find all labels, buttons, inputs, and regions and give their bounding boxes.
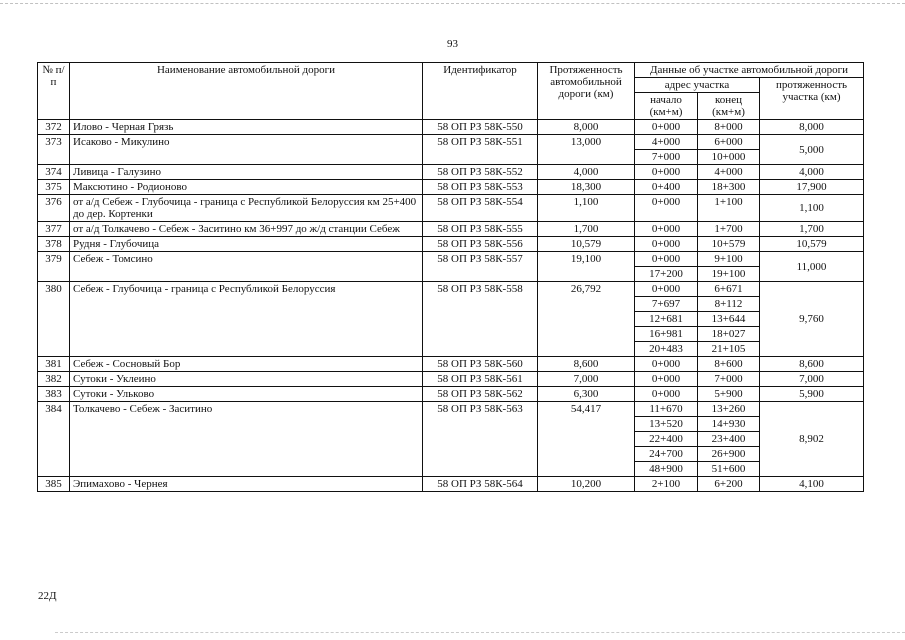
table-row	[38, 357, 864, 372]
segment-length: 10,579	[760, 237, 864, 252]
segment-length: 4,000	[760, 165, 864, 180]
segment-start: 0+000	[635, 222, 698, 237]
segment-end: 10+000	[698, 150, 760, 165]
row-number: 373	[38, 135, 70, 165]
road-identifier: 58 ОП РЗ 58К-551	[423, 135, 538, 165]
segment-start: 7+000	[635, 150, 698, 165]
segment-start: 4+000	[635, 135, 698, 150]
header-name: Наименование автомобильной дороги	[70, 63, 423, 120]
road-identifier: 58 ОП РЗ 58К-550	[423, 120, 538, 135]
table-row	[38, 282, 864, 297]
segment-end: 8+000	[698, 120, 760, 135]
segment-start: 11+670	[635, 402, 698, 417]
segment-end: 1+100	[698, 195, 760, 222]
segment-start: 48+900	[635, 462, 698, 477]
segment-length: 9,760	[760, 282, 864, 357]
segment-length: 5,000	[760, 135, 864, 165]
road-name: Максютино - Родионово	[70, 180, 423, 195]
road-identifier: 58 ОП РЗ 58К-553	[423, 180, 538, 195]
segment-length: 1,100	[760, 195, 864, 222]
header-end: конец (км+м)	[698, 93, 760, 120]
row-number: 374	[38, 165, 70, 180]
segment-start: 0+000	[635, 237, 698, 252]
segment-start: 0+000	[635, 252, 698, 267]
segment-start: 0+400	[635, 180, 698, 195]
road-length: 4,000	[538, 165, 635, 180]
road-name: Сутоки - Ульково	[70, 387, 423, 402]
road-identifier: 58 ОП РЗ 58К-560	[423, 357, 538, 372]
segment-start: 7+697	[635, 297, 698, 312]
table-row	[38, 135, 864, 150]
road-identifier: 58 ОП РЗ 58К-558	[423, 282, 538, 357]
table-row	[38, 120, 864, 135]
road-name: Толкачево - Себеж - Заситино	[70, 402, 423, 477]
segment-start: 0+000	[635, 120, 698, 135]
segment-start: 0+000	[635, 195, 698, 222]
table-row	[38, 195, 864, 222]
header-address: адрес участка	[635, 78, 760, 93]
segment-start: 0+000	[635, 165, 698, 180]
page-number: 93	[447, 38, 458, 50]
road-length: 7,000	[538, 372, 635, 387]
table-row	[38, 402, 864, 417]
segment-start: 0+000	[635, 387, 698, 402]
table-row	[38, 252, 864, 267]
segment-start: 0+000	[635, 282, 698, 297]
road-name: Эпимахово - Чернея	[70, 477, 423, 492]
road-name: Илово - Черная Грязь	[70, 120, 423, 135]
header-start: начало (км+м)	[635, 93, 698, 120]
segment-end: 5+900	[698, 387, 760, 402]
road-name: Исаково - Микулино	[70, 135, 423, 165]
road-length: 26,792	[538, 282, 635, 357]
road-length: 1,100	[538, 195, 635, 222]
road-name: от а/д Себеж - Глубочица - граница с Республикой Белоруссия км 25+400 до дер. Кортенки	[70, 195, 423, 222]
road-identifier: 58 ОП РЗ 58К-556	[423, 237, 538, 252]
segment-end: 8+600	[698, 357, 760, 372]
road-length: 8,600	[538, 357, 635, 372]
segment-end: 1+700	[698, 222, 760, 237]
segment-end: 23+400	[698, 432, 760, 447]
road-identifier: 58 ОП РЗ 58К-561	[423, 372, 538, 387]
table-row	[38, 387, 864, 402]
road-name: Себеж - Глубочица - граница с Республикой Белоруссия	[70, 282, 423, 357]
road-name: Себеж - Томсино	[70, 252, 423, 282]
segment-end: 4+000	[698, 165, 760, 180]
road-identifier: 58 ОП РЗ 58К-563	[423, 402, 538, 477]
road-identifier: 58 ОП РЗ 58К-554	[423, 195, 538, 222]
row-number: 384	[38, 402, 70, 477]
table-row	[38, 165, 864, 180]
road-length: 1,700	[538, 222, 635, 237]
header-section-length: протяженность участка (км)	[760, 78, 864, 120]
scan-edge-bottom	[55, 632, 905, 633]
table-row	[38, 372, 864, 387]
row-number: 381	[38, 357, 70, 372]
road-identifier: 58 ОП РЗ 58К-564	[423, 477, 538, 492]
segment-end: 6+200	[698, 477, 760, 492]
road-length: 19,100	[538, 252, 635, 282]
segment-end: 21+105	[698, 342, 760, 357]
row-number: 372	[38, 120, 70, 135]
segment-end: 6+000	[698, 135, 760, 150]
segment-end: 18+027	[698, 327, 760, 342]
segment-end: 9+100	[698, 252, 760, 267]
row-number: 380	[38, 282, 70, 357]
road-name: Сутоки - Уклеино	[70, 372, 423, 387]
table-row	[38, 237, 864, 252]
footer-code: 22Д	[38, 590, 57, 602]
segment-length: 8,902	[760, 402, 864, 477]
segment-length: 17,900	[760, 180, 864, 195]
segment-start: 17+200	[635, 267, 698, 282]
segment-end: 19+100	[698, 267, 760, 282]
segment-length: 8,600	[760, 357, 864, 372]
row-number: 378	[38, 237, 70, 252]
segment-start: 0+000	[635, 357, 698, 372]
header-section-data: Данные об участке автомобильной дороги	[635, 63, 864, 78]
table-header	[38, 63, 864, 120]
road-length: 54,417	[538, 402, 635, 477]
segment-start: 2+100	[635, 477, 698, 492]
segment-end: 8+112	[698, 297, 760, 312]
segment-end: 18+300	[698, 180, 760, 195]
table-body	[38, 120, 864, 492]
row-number: 375	[38, 180, 70, 195]
segment-start: 16+981	[635, 327, 698, 342]
scan-edge-top	[0, 3, 905, 4]
row-number: 377	[38, 222, 70, 237]
segment-start: 13+520	[635, 417, 698, 432]
header-length: Протяженность автомобильной дороги (км)	[538, 63, 635, 120]
road-length: 18,300	[538, 180, 635, 195]
segment-length: 7,000	[760, 372, 864, 387]
segment-start: 22+400	[635, 432, 698, 447]
segment-start: 24+700	[635, 447, 698, 462]
row-number: 376	[38, 195, 70, 222]
header-num: № п/п	[38, 63, 70, 120]
segment-end: 26+900	[698, 447, 760, 462]
segment-end: 7+000	[698, 372, 760, 387]
table-row	[38, 180, 864, 195]
segment-length: 8,000	[760, 120, 864, 135]
row-number: 385	[38, 477, 70, 492]
segment-length: 4,100	[760, 477, 864, 492]
road-identifier: 58 ОП РЗ 58К-552	[423, 165, 538, 180]
road-identifier: 58 ОП РЗ 58К-555	[423, 222, 538, 237]
road-length: 10,579	[538, 237, 635, 252]
road-identifier: 58 ОП РЗ 58К-562	[423, 387, 538, 402]
road-length: 6,300	[538, 387, 635, 402]
segment-start: 0+000	[635, 372, 698, 387]
road-identifier: 58 ОП РЗ 58К-557	[423, 252, 538, 282]
row-number: 383	[38, 387, 70, 402]
segment-end: 51+600	[698, 462, 760, 477]
row-number: 382	[38, 372, 70, 387]
road-name: Себеж - Сосновый Бор	[70, 357, 423, 372]
segment-length: 11,000	[760, 252, 864, 282]
segment-end: 10+579	[698, 237, 760, 252]
segment-end: 13+644	[698, 312, 760, 327]
segment-length: 5,900	[760, 387, 864, 402]
table-row	[38, 222, 864, 237]
segment-start: 20+483	[635, 342, 698, 357]
road-name: от а/д Толкачево - Себеж - Заситино км 36+997 до ж/д станции Себеж	[70, 222, 423, 237]
row-number: 379	[38, 252, 70, 282]
road-length: 10,200	[538, 477, 635, 492]
segment-end: 14+930	[698, 417, 760, 432]
road-name: Ливица - Галузино	[70, 165, 423, 180]
road-name: Рудня - Глубочица	[70, 237, 423, 252]
segment-end: 6+671	[698, 282, 760, 297]
road-length: 13,000	[538, 135, 635, 165]
segment-end: 13+260	[698, 402, 760, 417]
roads-table	[37, 62, 864, 492]
road-length: 8,000	[538, 120, 635, 135]
table-row	[38, 477, 864, 492]
segment-start: 12+681	[635, 312, 698, 327]
segment-length: 1,700	[760, 222, 864, 237]
header-id: Идентификатор	[423, 63, 538, 120]
